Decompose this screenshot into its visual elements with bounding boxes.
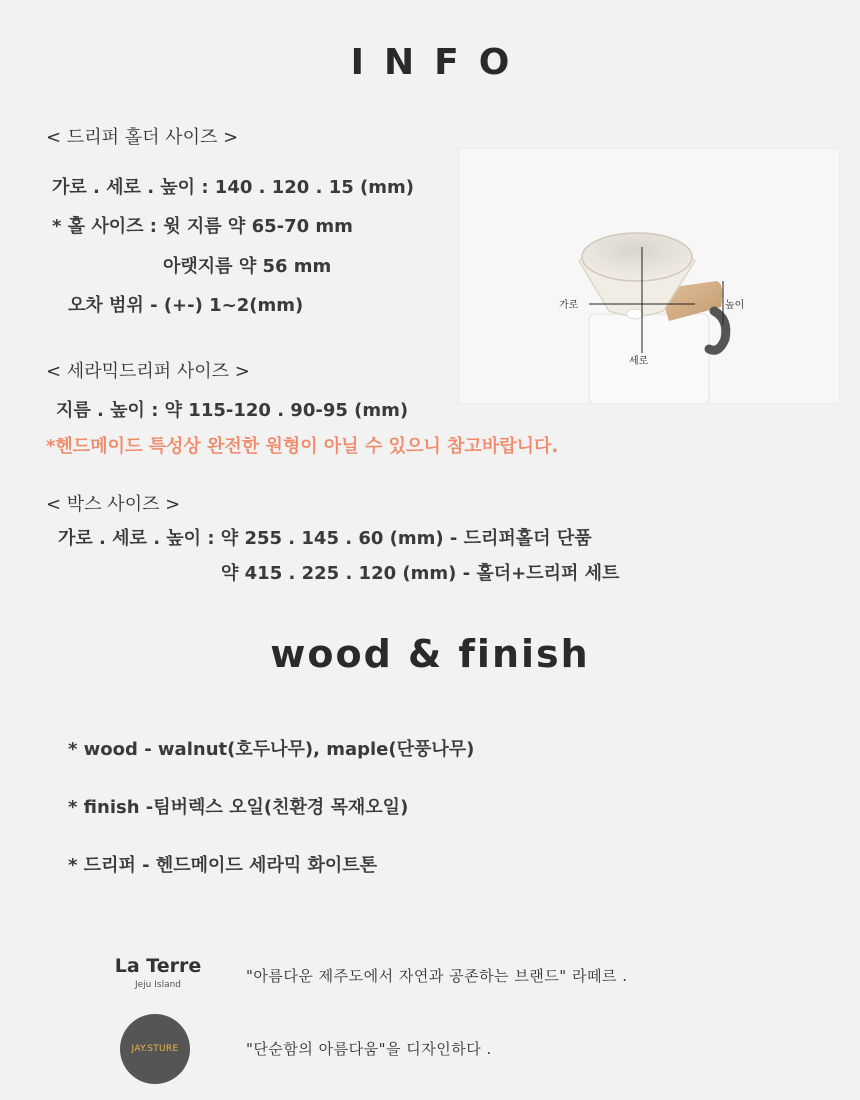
holder-size-heading: < 드리퍼 홀더 사이즈 > (46, 127, 239, 148)
info-title: INFO (350, 42, 530, 83)
product-photo (458, 148, 840, 404)
box-dimensions-set: 약 415 . 225 . 120 (mm) - 홀더+드리퍼 세트 (221, 563, 620, 584)
laterre-logo-name: La Terre (114, 955, 202, 977)
wood-finish-title: wood & finish (270, 632, 590, 676)
box-size-heading: < 박스 사이즈 > (46, 494, 181, 515)
jaysture-slogan: "단순함의 아름다움"을 디자인하다 . (246, 1040, 492, 1058)
ceramic-size-heading: < 세라믹드리퍼 사이즈 > (46, 361, 250, 382)
tolerance-range: 오차 범위 - (+-) 1~2(mm) (68, 295, 304, 316)
hole-size-bottom: 아랫지름 약 56 mm (163, 256, 332, 277)
laterre-logo (110, 955, 206, 990)
box-dimensions-single: 가로 . 세로 . 높이 : 약 255 . 145 . 60 (mm) - 드리퍼홀더 단품 (58, 528, 592, 549)
handmade-note: *헨드메이드 특성상 완전한 원형이 아닐 수 있으니 참고바랍니다. (46, 436, 559, 457)
photo-label-width: 가로 (559, 300, 579, 311)
finish-item: * finish -팀버렉스 오일(친환경 목재오일) (68, 797, 409, 818)
laterre-slogan: "아름다운 제주도에서 자연과 공존하는 브랜드" 라떼르 . (246, 967, 628, 985)
holder-dimensions: 가로 . 세로 . 높이 : 140 . 120 . 15 (mm) (52, 177, 414, 198)
jaysture-logo (120, 1014, 190, 1084)
dripper-item: * 드리퍼 - 헨드메이드 세라믹 화이트톤 (68, 855, 378, 876)
ceramic-dimensions: 지름 . 높이 : 약 115-120 . 90-95 (mm) (56, 400, 409, 421)
photo-label-depth: 세로 (629, 356, 649, 367)
jaysture-logo-name: JAY.STURE (131, 1044, 179, 1054)
photo-label-height: 높이 (725, 300, 745, 311)
wood-item: * wood - walnut(호두나무), maple(단풍나무) (68, 739, 475, 760)
laterre-logo-sub: Jeju Island (134, 980, 182, 990)
hole-size-top: * 홀 사이즈 : 윗 지름 약 65-70 mm (52, 216, 353, 237)
